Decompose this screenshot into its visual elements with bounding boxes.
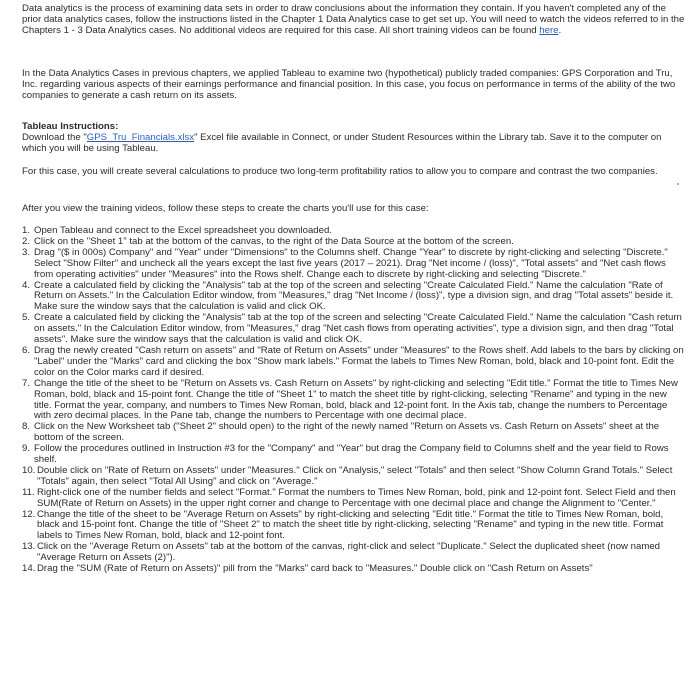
list-item (22, 313, 686, 346)
step-number: 9. (22, 443, 31, 455)
list-item (22, 444, 686, 466)
download-after: " Excel file available in Connect, or under Student Resources within the Library tab. Save it to the computer on which you will be using Tableau. (22, 131, 662, 154)
step-number: 12. (22, 508, 36, 520)
step-number: 6. (22, 344, 31, 356)
list-item (22, 422, 686, 444)
step-number: 3. (22, 246, 31, 258)
list-item (22, 542, 686, 564)
step-text: Click on the "Average Return on Assets" tab at the bottom of the canvas, right-click and select "Duplicate." Select the duplicated sheet (now named "Average Return on Assets (2)"). (37, 541, 660, 564)
tableau-instructions (22, 122, 686, 155)
list-item (22, 379, 686, 423)
step-number: 2. (22, 235, 31, 247)
step-text: Click on the "Sheet 1" tab at the bottom of the canvas, to the right of the Data Source at the bottom of the screen. (34, 235, 514, 247)
step-text: Open Tableau and connect to the Excel spreadsheet you downloaded. (34, 225, 332, 236)
intro-paragraph (22, 4, 686, 37)
stray-mark (677, 183, 679, 185)
list-item (22, 248, 686, 281)
step-number: 7. (22, 377, 31, 389)
after-videos-paragraph: After you view the training videos, follow these steps to create the charts you'll use for this case: (22, 203, 429, 214)
intro-text: Data analytics is the process of examining data sets in order to draw conclusions about the information they contain. If you haven't completed any of the prior data analytics cases, follow the instructions listed in the Chapter 1 Data Analytics case to get set up. You will need to watch the videos referred to in the Chapters 1 - 3 Data Analytics cases. No additional videos are required for this case. All short training videos can be found (22, 3, 685, 36)
step-text: Change the title of the sheet to be "Average Return on Assets" by right-clicking and selecting "Edit title." Format the title to Times New Roman, bold, black and 15-point font. Change the title of "Sheet 2" to match the sheet title by right-clicking, selecting "Rename" and typing in the new title. Format labels to Times New Roman, bold, black and 12-point font. (37, 508, 664, 542)
list-item (22, 488, 686, 510)
step-text: Click on the New Worksheet tab ("Sheet 2" should open) to the right of the newly named "Return on Assets vs. Cash Return on Assets" sheet at the bottom of the screen. (34, 421, 660, 444)
step-number: 8. (22, 421, 31, 433)
step-number: 1. (22, 225, 31, 236)
page-cutoff (0, 672, 700, 681)
training-videos-link[interactable]: here (539, 24, 559, 36)
list-item (22, 564, 686, 575)
context-paragraph: In the Data Analytics Cases in previous chapters, we applied Tableau to examine two (hypothetical) publicly traded companies: GPS Corporation and Tru, Inc. regarding various aspects of their earnings performance and financial position. In this case, you focus on performance in terms of the ability of the two companies to generate a cash return on its assets. (22, 68, 676, 101)
step-text: Drag "($ in 000s) Company" and "Year" under "Dimensions" to the Columns shelf. Change "Year" to discrete by right-clicking and selecting "Discrete." Select "Show Filter" and uncheck all the years except the last five years (2017 – 2021). Drag "Net income / (loss)", "Total assets" and "Net cash flows from operating activities" under "Measures" into the Rows shelf. Change each to discrete by right-clicking and selecting "Discrete." (34, 246, 668, 280)
list-item (22, 346, 686, 379)
step-number: 11. (22, 486, 35, 498)
step-text: Double click on "Rate of Return on Assets" under "Measures." Click on "Analysis," select "Totals" and then select "Show Column Grand Totals." Select "Totals" again, then select "Total All Using" and click on "Average." (37, 464, 673, 487)
tableau-heading: Tableau Instructions: (22, 121, 119, 132)
step-number: 14. (22, 563, 36, 575)
step-text: Change the title of the sheet to be "Return on Assets vs. Cash Return on Assets" by right-clicking and selecting "Edit title." Format the title to Times New Roman, bold, black and 15-point font. Change the title of "Sheet 1" to match the sheet title by right-clicking, selecting "Rename" and typing in the new title. Format the year, company, and numbers to Times New Roman, bold, black and 12-point font. In the Axis tab, change the numbers to Percentage with zero decimal places. In the Pane tab, change the numbers to Percentage with one decimal place. (34, 377, 678, 422)
step-text: Drag the "SUM (Rate of Return on Assets)" pill from the "Marks" card back to "Measures." Double click on "Cash Return on Assets" (37, 563, 593, 575)
excel-file-link[interactable]: GPS_Tru_Financials.xlsx (86, 131, 195, 143)
step-number: 4. (22, 279, 31, 291)
list-item (22, 466, 686, 488)
step-text: Follow the procedures outlined in Instruction #3 for the "Company" and "Year" but drag the Company field to Columns shelf and the year field to Rows shelf. (34, 443, 669, 466)
step-number: 5. (22, 312, 31, 324)
steps-list (22, 226, 686, 575)
download-before: Download the " (22, 131, 87, 143)
step-text: Create a calculated field by clicking the "Analysis" tab at the top of the screen and selecting "Create Calculated Field." Name the calculation "Cash return on assets." In the Calculation Editor window, from "Measures," drag "Net cash flows from operating activities", type a division sign, and then drag "Total assets". Make sure the window says that the calculation is valid and click OK. (34, 312, 682, 346)
intro-end: . (558, 24, 562, 36)
case-paragraph: For this case, you will create several calculations to produce two long-term profitability ratios to allow you to compare and contrast the two companies. (22, 166, 658, 177)
step-number: 13. (22, 541, 36, 553)
step-number: 10. (22, 464, 36, 476)
step-text: Right-click one of the number fields and select "Format." Format the numbers to Times New Roman, bold, pink and 12-point font. Select Field and then SUM(Rate of Return on Assets) in the upper right corner and change to Percentage with one decimal place and change the Alignment to "Center." (37, 486, 676, 509)
list-item (22, 510, 686, 543)
step-text: Drag the newly created "Cash return on assets" and "Rate of Return on Assets" under "Measures" to the Rows shelf. Add labels to the bars by clicking on "Label" under the "Marks" card and clicking the box "Show mark labels." Format the labels to Times New Roman, bold, black and 10-point font. Edit the color on the Color marks card if desired. (34, 344, 684, 378)
step-text: Create a calculated field by clicking the "Analysis" tab at the top of the screen and selecting "Create Calculated Field." Name the calculation "Rate of Return on Assets." In the Calculation Editor window, from "Measures," drag "Net Income / (loss)", type a division sign, and drag "Total assets" beside it. Make sure the window says that the calculation is valid and click OK. (34, 279, 674, 313)
list-item (22, 281, 686, 314)
